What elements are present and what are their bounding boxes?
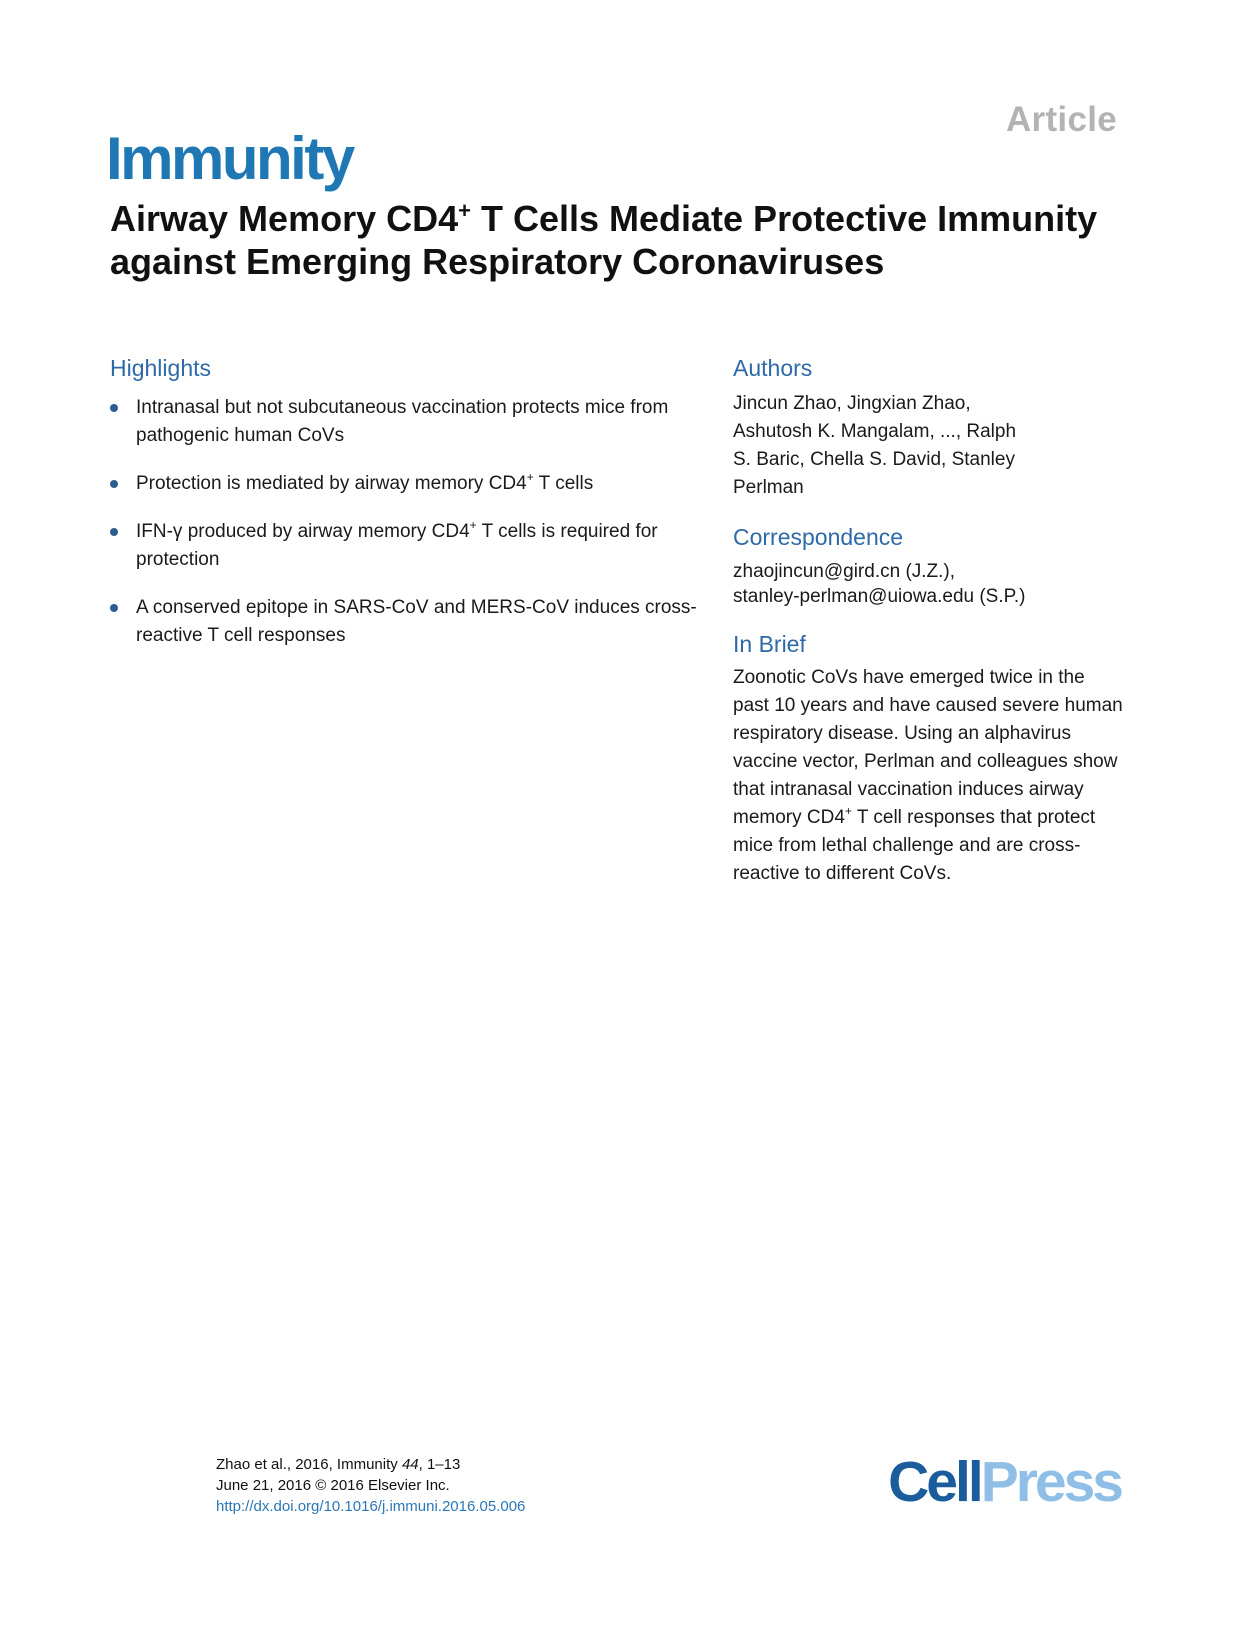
authors-list: Jincun Zhao, Jingxian Zhao, Ashutosh K. Mangalam, ..., Ralph S. Baric, Chella S. David, Stanley Perlman xyxy=(733,393,1017,498)
bullet-icon xyxy=(110,528,118,536)
highlight-item xyxy=(110,470,710,498)
correspondence-emails xyxy=(733,559,1123,609)
correspondence-email-perlman[interactable]: stanley-perlman@uiowa.edu (S.P.) xyxy=(733,586,1026,607)
highlight-text-pre: Protection is mediated by airway memory CD4 xyxy=(136,473,527,494)
doi-link[interactable]: http://dx.doi.org/10.1016/j.immuni.2016.05.006 xyxy=(216,1498,526,1515)
in-brief-text xyxy=(733,664,1123,888)
in-brief-heading: In Brief xyxy=(733,631,806,657)
in-brief-section xyxy=(733,631,1123,888)
article-title xyxy=(110,197,1110,283)
highlight-superscript: + xyxy=(526,470,534,484)
highlights-heading: Highlights xyxy=(110,355,211,381)
highlight-superscript: + xyxy=(469,518,477,532)
highlight-item xyxy=(110,518,710,574)
title-superscript: + xyxy=(458,198,471,223)
journal-name: Immunity xyxy=(106,125,353,192)
correspondence-heading: Correspondence xyxy=(733,524,904,550)
title-part2: T Cells Mediate Protective Immunity against Emerging Respiratory Coronaviruses xyxy=(110,198,1098,282)
authors-heading: Authors xyxy=(733,355,813,381)
highlight-text: A conserved epitope in SARS-CoV and MERS-CoV induces cross-reactive T cell responses xyxy=(136,597,697,646)
correspondence-section xyxy=(733,524,1123,609)
logo-press: Press xyxy=(980,1450,1121,1514)
citation-line xyxy=(216,1454,525,1475)
highlight-text-post: T cells xyxy=(533,473,594,494)
in-brief-superscript: + xyxy=(844,804,852,818)
highlights-list xyxy=(110,394,710,650)
citation-volume: 44 xyxy=(401,1456,419,1473)
highlight-text-pre: IFN-γ produced by airway memory CD4 xyxy=(136,521,470,542)
bullet-icon xyxy=(110,404,118,412)
highlight-item xyxy=(110,394,710,450)
citation-pre: Zhao et al., 2016, Immunity xyxy=(216,1456,402,1473)
title-part1: Airway Memory CD4 xyxy=(110,198,459,239)
logo-cell: Cell xyxy=(888,1450,981,1514)
in-brief-post: T cell responses that protect mice from lethal challenge and are cross-reactive to different CoVs. xyxy=(733,807,1096,884)
citation-post: , 1–13 xyxy=(418,1456,461,1473)
sidebar-column xyxy=(733,355,1123,910)
date-line: June 21, 2016 © 2016 Elsevier Inc. xyxy=(216,1477,450,1494)
correspondence-email-zhao[interactable]: zhaojincun@gird.cn (J.Z.), xyxy=(733,561,956,582)
highlight-text-post: T cells is required for protection xyxy=(136,521,658,570)
bullet-icon xyxy=(110,480,118,488)
authors-section xyxy=(733,355,1123,502)
article-type-label: Article xyxy=(1005,100,1117,139)
bullet-icon xyxy=(110,604,118,612)
highlight-text: Intranasal but not subcutaneous vaccination protects mice from pathogenic human CoVs xyxy=(136,397,669,446)
citation-footer xyxy=(216,1454,525,1517)
highlight-item xyxy=(110,594,710,650)
in-brief-pre: Zoonotic CoVs have emerged twice in the past 10 years and have caused severe human respiratory disease. Using an alphavirus vaccine vector, Perlman and colleagues show that intranasal vaccination induces airway memory CD4 xyxy=(733,667,1123,828)
cellpress-logo xyxy=(888,1450,1121,1514)
highlights-section xyxy=(110,355,710,670)
